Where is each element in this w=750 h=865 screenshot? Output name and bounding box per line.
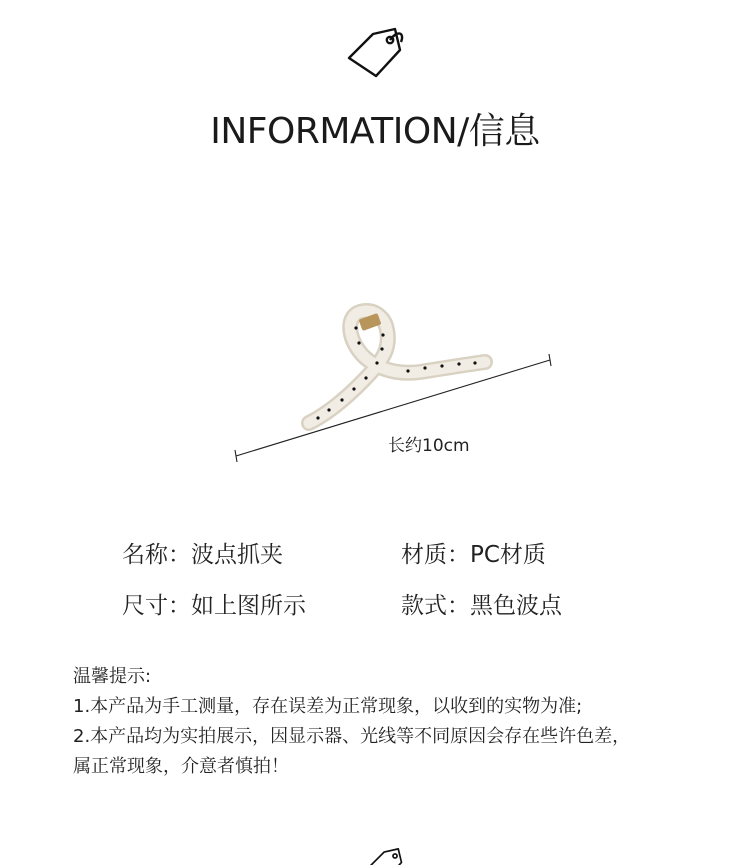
spec-style: 款式：黑色波点 <box>401 593 562 619</box>
spec-material: 材质：PC材质 <box>401 542 546 568</box>
price-tag-icon <box>345 24 407 84</box>
spec-name: 名称：波点抓夹 <box>122 542 283 568</box>
notes-line-2: 2.本产品均为实拍展示，因显示器、光线等不同原因会存在些许色差， <box>73 726 631 747</box>
spec-size: 尺寸：如上图所示 <box>122 593 306 619</box>
page-title: INFORMATION/信息 <box>210 111 540 152</box>
next-section-tag-icon <box>366 845 406 865</box>
notes-line-3: 属正常现象，介意者慎拍！ <box>73 756 289 777</box>
size-label: 长约10cm <box>388 436 470 456</box>
notes-heading: 温馨提示: <box>73 666 152 687</box>
notes-section <box>73 662 723 782</box>
notes-line-1: 1.本产品为手工测量，存在误差为正常现象，以收到的实物为准; <box>73 696 583 717</box>
